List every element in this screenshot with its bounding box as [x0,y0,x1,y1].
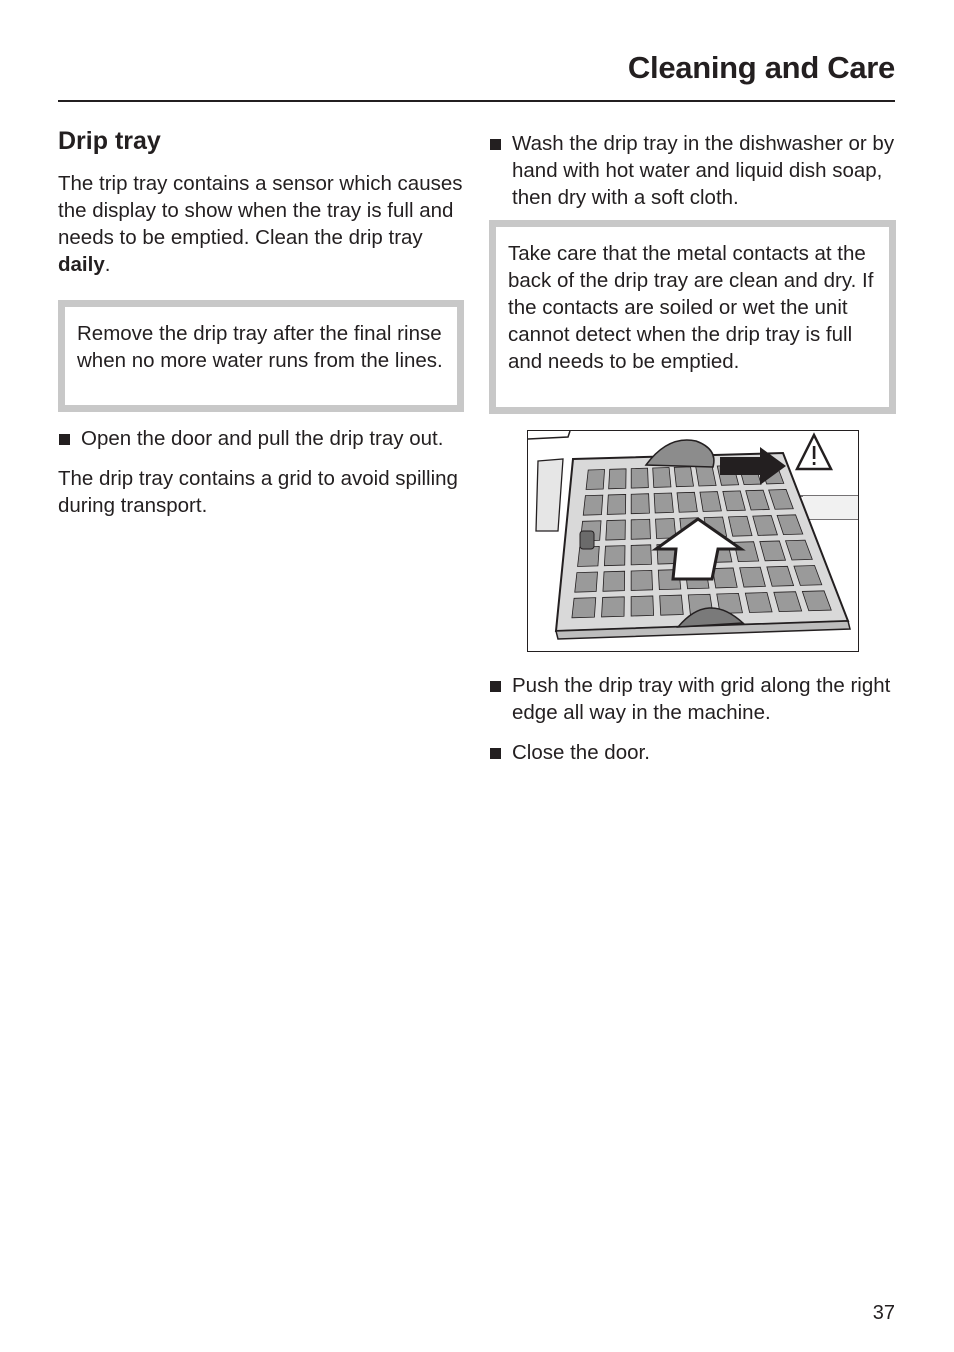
grid-cell [583,495,603,515]
bullet-square-icon [490,748,501,759]
grid-cell [631,570,652,590]
warning-triangle-icon [797,435,831,469]
grid-cell [586,469,604,489]
bullet-square-icon [490,139,501,150]
right-column-lower [489,672,896,766]
drip-tray-drawing [528,431,859,652]
grid-cell [653,467,671,487]
bullet-item [489,672,896,726]
right-column [489,124,896,414]
grid-cell [609,469,626,489]
bullet-square-icon [59,434,70,445]
grid-cell [674,467,693,487]
notice-text: Remove the drip tray after the final rinse when no more water runs from the lines. [77,322,443,372]
grid-cell [602,597,625,617]
grid-cell [745,593,772,613]
bullet-text: Open the door and pull the drip tray out. [81,427,444,450]
bullet-square-icon [490,681,501,692]
grid-cell [654,493,673,513]
bullet-item [58,425,464,452]
page-header-title: Cleaning and Care [627,50,895,85]
grid-cell [660,595,684,615]
notice-box-contacts [489,220,896,414]
grid-cell [572,598,596,618]
grid-cell [604,546,625,566]
bullet-text: Push the drip tray with grid along the right edge all way in the machine. [512,674,891,724]
grid-cell [677,492,697,512]
grid-paragraph: The drip tray contains a grid to avoid spilling during transport. [58,467,458,517]
grid-cell [606,520,626,540]
left-column [58,124,464,519]
grid-cell [700,492,721,512]
intro-text: The trip tray contains a sensor which causes the display to show when the tray is full and needs to be emptied. Clean the drip tray [58,172,463,249]
bullet-item [489,130,896,211]
bullet-text: Close the door. [512,741,650,764]
grid-cell [631,596,654,616]
header-divider [58,100,895,102]
grid-cell [696,466,716,486]
intro-end: . [104,253,111,276]
drip-tray-illustration [527,430,859,652]
grid-cell [631,519,650,539]
intro-emphasis: daily [58,253,105,276]
grid-cell [603,571,625,591]
notice-text: Take care that the metal contacts at the back of the drip tray are clean and dry. If the contacts are soiled or wet the unit cannot detect when the drip tray is full and needs to be emptied. [508,242,874,373]
section-heading: Drip tray [58,127,161,155]
grid-cell [631,494,649,514]
bullet-item [489,739,896,766]
grid-cell [607,494,625,514]
grid-cell [575,572,598,592]
page-number: 37 [872,1302,895,1324]
grid-cell [713,568,738,588]
grid-cell [631,545,651,565]
intro-paragraph [58,170,464,278]
bullet-text: Wash the drip tray in the dishwasher or by hand with hot water and liquid dish soap, then dry with a soft cloth. [512,132,895,209]
notice-box-remove [58,300,464,412]
grid-cell [631,468,648,488]
